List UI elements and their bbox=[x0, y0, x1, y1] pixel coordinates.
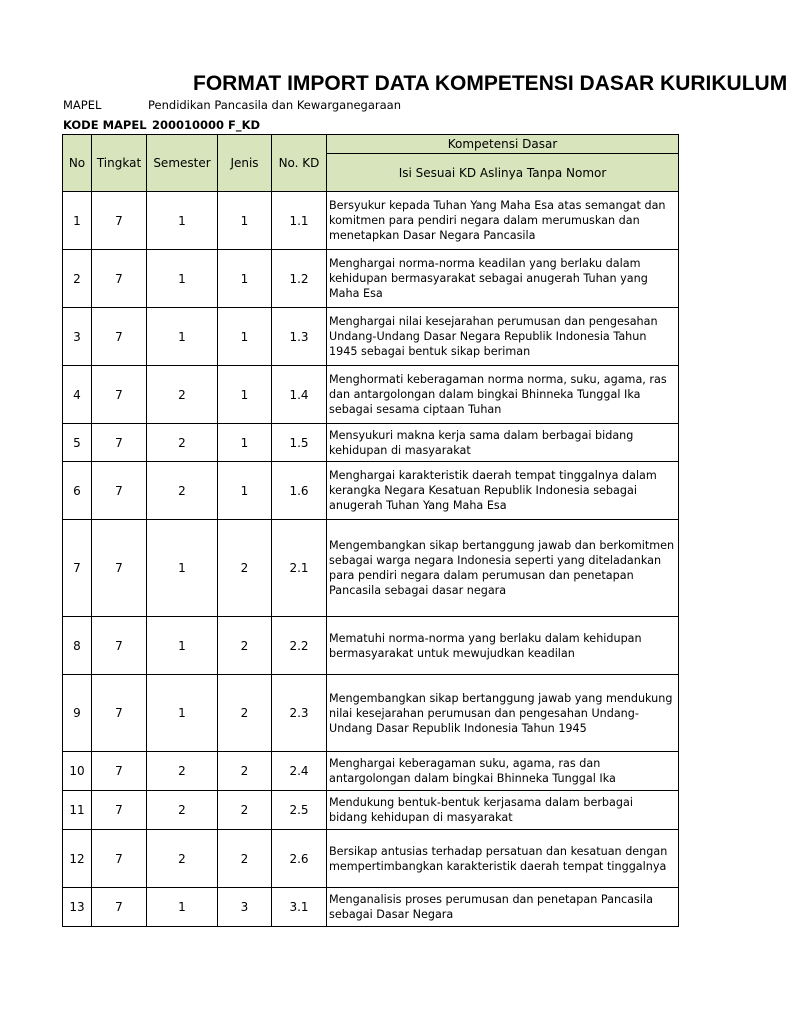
kd-text-line: para pendiri negara dalam perumusan dan penetapan bbox=[329, 569, 634, 582]
kd-text-line: 1945 sebagai bentuk sikap beriman bbox=[329, 345, 531, 358]
cell-kd-text bbox=[327, 308, 679, 366]
cell-tingkat: 7 bbox=[92, 250, 147, 308]
cell-kd-text bbox=[327, 752, 679, 791]
cell-tingkat: 7 bbox=[92, 675, 147, 752]
table-row bbox=[63, 366, 679, 424]
table-row bbox=[63, 520, 679, 617]
cell-no: 12 bbox=[63, 830, 92, 888]
table-row bbox=[63, 617, 679, 675]
cell-no-kd: 2.6 bbox=[272, 830, 327, 888]
cell-tingkat: 7 bbox=[92, 888, 147, 927]
cell-no-kd: 2.3 bbox=[272, 675, 327, 752]
cell-jenis: 2 bbox=[218, 752, 272, 791]
kd-text-line: Maha Esa bbox=[329, 287, 383, 300]
kd-text-line: Mensyukuri makna kerja sama dalam berbagai bidang bbox=[329, 428, 634, 442]
cell-kd-text bbox=[327, 366, 679, 424]
kd-text-line: antargolongan dalam bingkai Bhinneka Tunggal Ika bbox=[329, 772, 616, 785]
cell-kd-text bbox=[327, 888, 679, 927]
table-row bbox=[63, 830, 679, 888]
cell-kd-text bbox=[327, 617, 679, 675]
cell-tingkat: 7 bbox=[92, 752, 147, 791]
header-no: No bbox=[63, 135, 92, 192]
kd-text-line: komitmen para pendiri negara dalam merumuskan dan bbox=[329, 214, 640, 227]
cell-kd-text bbox=[327, 250, 679, 308]
cell-semester: 2 bbox=[147, 830, 218, 888]
mapel-label: MAPEL bbox=[63, 98, 102, 112]
cell-tingkat: 7 bbox=[92, 830, 147, 888]
header-kompetensi-dasar: Kompetensi Dasar bbox=[327, 135, 679, 154]
cell-semester: 2 bbox=[147, 424, 218, 462]
cell-no-kd: 2.1 bbox=[272, 520, 327, 617]
cell-no: 2 bbox=[63, 250, 92, 308]
kd-text-line: nilai kesejarahan perumusan dan pengesahan Undang- bbox=[329, 706, 639, 720]
kd-text-line: bidang kehidupan di masyarakat bbox=[329, 811, 513, 824]
cell-semester: 1 bbox=[147, 617, 218, 675]
kode-mapel-value: 200010000 F_KD bbox=[152, 118, 261, 132]
header-jenis: Jenis bbox=[218, 135, 272, 192]
kd-text-line: Undang-Undang Dasar Negara Republik Indonesia Tahun bbox=[329, 330, 647, 343]
header-isi-kd: Isi Sesuai KD Aslinya Tanpa Nomor bbox=[327, 154, 679, 192]
kd-text-line: sebagai Dasar Negara bbox=[329, 908, 454, 921]
kd-text-line: Undang Dasar Republik Indonesia Tahun 1945 bbox=[329, 721, 587, 735]
cell-no: 9 bbox=[63, 675, 92, 752]
cell-jenis: 2 bbox=[218, 520, 272, 617]
cell-semester: 1 bbox=[147, 675, 218, 752]
cell-semester: 1 bbox=[147, 308, 218, 366]
cell-no-kd: 1.3 bbox=[272, 308, 327, 366]
mapel-value: Pendidikan Pancasila dan Kewarganegaraan bbox=[148, 98, 402, 112]
cell-jenis: 2 bbox=[218, 791, 272, 830]
kd-text-line: anugerah Tuhan Yang Maha Esa bbox=[329, 499, 507, 512]
cell-no: 6 bbox=[63, 462, 92, 520]
cell-jenis: 1 bbox=[218, 424, 272, 462]
cell-tingkat: 7 bbox=[92, 791, 147, 830]
kd-text-line: kehidupan di masyarakat bbox=[329, 443, 471, 457]
table-body bbox=[63, 192, 679, 927]
kompetensi-dasar-table bbox=[62, 134, 679, 927]
cell-jenis: 2 bbox=[218, 675, 272, 752]
cell-jenis: 1 bbox=[218, 192, 272, 250]
kode-mapel-label: KODE MAPEL bbox=[63, 118, 147, 132]
kd-text-line: Pancasila sebagai dasar negara bbox=[329, 584, 507, 597]
cell-no: 7 bbox=[63, 520, 92, 617]
cell-jenis: 2 bbox=[218, 617, 272, 675]
kd-text-line: Mengembangkan sikap bertanggung jawab yang mendukung bbox=[329, 691, 673, 705]
cell-semester: 1 bbox=[147, 250, 218, 308]
cell-jenis: 2 bbox=[218, 830, 272, 888]
cell-jenis: 3 bbox=[218, 888, 272, 927]
cell-no: 8 bbox=[63, 617, 92, 675]
kd-text-line: dan antargolongan dalam bingkai Bhinneka Tunggal Ika bbox=[329, 388, 641, 401]
cell-kd-text bbox=[327, 424, 679, 462]
cell-semester: 1 bbox=[147, 520, 218, 617]
cell-no: 13 bbox=[63, 888, 92, 927]
cell-kd-text bbox=[327, 462, 679, 520]
kd-text-line: Bersyukur kepada Tuhan Yang Maha Esa atas semangat dan bbox=[329, 199, 666, 212]
cell-tingkat: 7 bbox=[92, 424, 147, 462]
kd-text-line: sebagai warga negara Indonesia seperti yang diteladankan bbox=[329, 554, 662, 567]
cell-kd-text bbox=[327, 791, 679, 830]
cell-tingkat: 7 bbox=[92, 617, 147, 675]
kd-text-line: mempertimbangkan karakteristik daerah tempat tinggalnya bbox=[329, 859, 667, 873]
header-no-kd: No. KD bbox=[272, 135, 327, 192]
cell-no-kd: 1.4 bbox=[272, 366, 327, 424]
cell-no-kd: 3.1 bbox=[272, 888, 327, 927]
table-row bbox=[63, 462, 679, 520]
cell-semester: 2 bbox=[147, 462, 218, 520]
cell-kd-text bbox=[327, 520, 679, 617]
cell-kd-text bbox=[327, 192, 679, 250]
table-row bbox=[63, 791, 679, 830]
kd-text-line: Mendukung bentuk-bentuk kerjasama dalam berbagai bbox=[329, 796, 633, 809]
cell-no: 4 bbox=[63, 366, 92, 424]
cell-no: 10 bbox=[63, 752, 92, 791]
kd-text-line: kehidupan bermasyarakat sebagai anugerah Tuhan yang bbox=[329, 272, 648, 285]
cell-tingkat: 7 bbox=[92, 308, 147, 366]
cell-no: 3 bbox=[63, 308, 92, 366]
header-semester: Semester bbox=[147, 135, 218, 192]
cell-no: 1 bbox=[63, 192, 92, 250]
cell-tingkat: 7 bbox=[92, 366, 147, 424]
table-row bbox=[63, 752, 679, 791]
kd-text-line: Bersikap antusias terhadap persatuan dan kesatuan dengan bbox=[329, 844, 668, 858]
kd-text-line: Menghormati keberagaman norma norma, suku, agama, ras bbox=[329, 373, 667, 386]
cell-tingkat: 7 bbox=[92, 462, 147, 520]
cell-jenis: 1 bbox=[218, 462, 272, 520]
cell-jenis: 1 bbox=[218, 366, 272, 424]
kd-text-line: Mengembangkan sikap bertanggung jawab dan berkomitmen bbox=[329, 539, 675, 552]
table-row bbox=[63, 424, 679, 462]
cell-jenis: 1 bbox=[218, 308, 272, 366]
kd-text-line: Menghargai norma-norma keadilan yang berlaku dalam bbox=[329, 257, 641, 270]
cell-no: 11 bbox=[63, 791, 92, 830]
table-row bbox=[63, 250, 679, 308]
cell-tingkat: 7 bbox=[92, 520, 147, 617]
table-row bbox=[63, 675, 679, 752]
cell-jenis: 1 bbox=[218, 250, 272, 308]
cell-no: 5 bbox=[63, 424, 92, 462]
cell-no-kd: 1.2 bbox=[272, 250, 327, 308]
cell-semester: 1 bbox=[147, 888, 218, 927]
cell-kd-text bbox=[327, 830, 679, 888]
cell-tingkat: 7 bbox=[92, 192, 147, 250]
cell-kd-text bbox=[327, 675, 679, 752]
cell-no-kd: 1.6 bbox=[272, 462, 327, 520]
kd-text-line: sebagai sesama ciptaan Tuhan bbox=[329, 403, 502, 416]
cell-semester: 2 bbox=[147, 791, 218, 830]
kd-text-line: bermasyarakat untuk mewujudkan keadilan bbox=[329, 646, 575, 660]
cell-no-kd: 2.5 bbox=[272, 791, 327, 830]
kd-text-line: Menganalisis proses perumusan dan penetapan Pancasila bbox=[329, 893, 653, 906]
kd-text-line: Menghargai nilai kesejarahan perumusan dan pengesahan bbox=[329, 315, 658, 328]
kd-text-line: Mematuhi norma-norma yang berlaku dalam kehidupan bbox=[329, 631, 642, 645]
cell-no-kd: 1.1 bbox=[272, 192, 327, 250]
document-title: FORMAT IMPORT DATA KOMPETENSI DASAR KURIKULUM bbox=[193, 72, 787, 95]
kd-text-line: kerangka Negara Kesatuan Republik Indonesia sebagai bbox=[329, 484, 637, 497]
table-row bbox=[63, 192, 679, 250]
cell-no-kd: 1.5 bbox=[272, 424, 327, 462]
table-row bbox=[63, 308, 679, 366]
table-row bbox=[63, 888, 679, 927]
kd-text-line: Menghargai karakteristik daerah tempat tinggalnya dalam bbox=[329, 469, 657, 482]
kd-text-line: menetapkan Dasar Negara Pancasila bbox=[329, 229, 536, 242]
header-tingkat: Tingkat bbox=[92, 135, 147, 192]
cell-semester: 2 bbox=[147, 366, 218, 424]
cell-no-kd: 2.2 bbox=[272, 617, 327, 675]
cell-semester: 2 bbox=[147, 752, 218, 791]
kd-text-line: Menghargai keberagaman suku, agama, ras dan bbox=[329, 757, 601, 770]
cell-semester: 1 bbox=[147, 192, 218, 250]
cell-no-kd: 2.4 bbox=[272, 752, 327, 791]
